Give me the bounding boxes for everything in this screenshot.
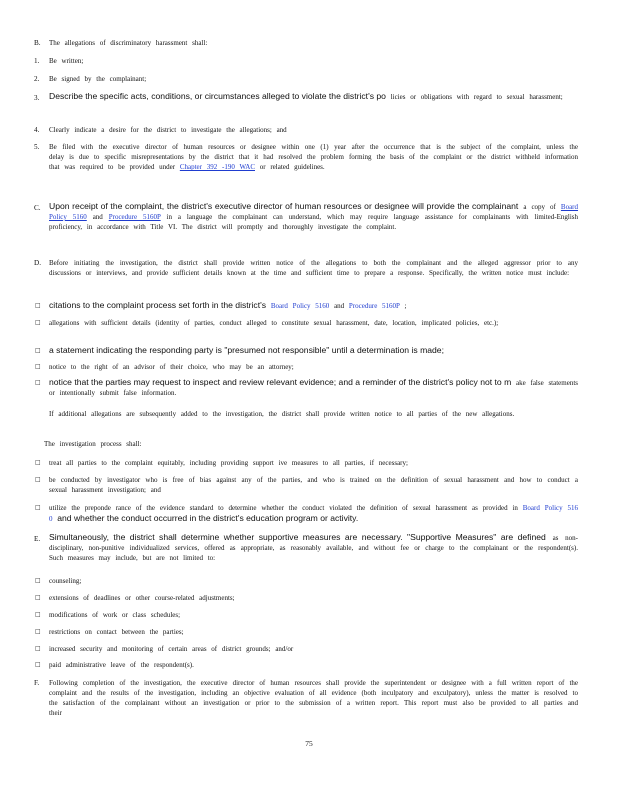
section-c-rest: in a language the complainant can understand, which may require language assistance for complainants with limited-English proficiency, in accordance with Title VI. The district will promptly and thoroughly investigate the complaint. [49, 213, 578, 231]
square-bullet-icon: □ [35, 645, 41, 652]
item-number: 1. [34, 57, 40, 65]
item-text [49, 503, 578, 524]
item-text-bold: a statement indicating the responding party is "presumed not responsible" until a determination is made; [49, 345, 444, 355]
item-text: modifications of work or class schedules; [49, 611, 181, 619]
procedure-link[interactable]: Procedure 5160P [348, 302, 400, 310]
square-bullet-icon: □ [35, 504, 41, 511]
section-d-text: Before initiating the investigation, the district shall provide written notice of the allegations to both the complainant and the alleged aggressor prior to any discussions or interviews, and provide sufficient details known at the time and sufficient time to prepare a response. Specifically, the written notice must include: [49, 259, 578, 277]
item-text [49, 142, 578, 172]
board-policy-link[interactable]: Board Policy 516 0 [49, 504, 579, 523]
item-text: extensions of deadlines or other course-related adjustments; [49, 594, 235, 602]
item-text: allegations with sufficient details (identity of parties, conduct alleged to constitute sexual harassment, date, location, implicated policies, etc.); [49, 319, 499, 327]
item-text: Clearly indicate a desire for the district to investigate the allegations; and [49, 126, 287, 134]
item-text: increased security and monitoring of certain areas of district grounds; and/or [49, 645, 294, 653]
square-bullet-icon: □ [35, 594, 41, 601]
section-heading: The allegations of discriminatory harassment shall: [49, 39, 208, 47]
section-e-text [49, 532, 578, 563]
wac-chapter-link[interactable]: Chapter 392 -190 WAC [179, 163, 255, 171]
square-bullet-icon: □ [35, 379, 41, 386]
item-text: Be signed by the complainant; [49, 75, 147, 83]
item-text [49, 377, 578, 398]
item-text: be conducted by investigator who is free of bias against any of the parties, and who is trained on the definition of sexual harassment and how to conduct a sexual harassment investigation; and [49, 476, 578, 494]
section-e-lead: Simultaneously, the district shall determine whether supportive measures are necessary. "Supportive Measures" are defined [49, 532, 546, 542]
investigation-heading: The investigation process shall: [44, 440, 142, 448]
square-bullet-icon: □ [35, 459, 41, 466]
section-e-rest: as non-disciplinary, non-punitive individualized services, offered as appropriate, as reasonably available, and without fee or charge to the complainant or the respondent(s). Such measures may include, but are not limited to: [49, 534, 579, 562]
square-bullet-icon: □ [35, 611, 41, 618]
square-bullet-icon: □ [35, 661, 41, 668]
item-text-tail: or related guidelines. [259, 163, 325, 171]
procedure-link[interactable]: Procedure 5160P [108, 213, 161, 221]
item-text: counseling; [49, 577, 82, 585]
item-end: ; [404, 302, 407, 310]
item-text-rest: licies or obligations with regard to sexual harassment; [390, 93, 563, 101]
item-text: paid administrative leave of the respondent(s). [49, 661, 194, 669]
item-number: 3. [34, 94, 40, 102]
square-bullet-icon: □ [35, 363, 41, 370]
square-bullet-icon: □ [35, 577, 41, 584]
item-text [49, 300, 578, 311]
page-number: 75 [305, 739, 313, 748]
item-number: 5. [34, 143, 40, 151]
item-text-body: Be filed with the executive director of human resources or designee within one (1) year after the occurrence that is the subject of the complaint, unless the delay is due to specific misrepresentations by the district that it had resolved the problem forming the basis of the complaint or the district withheld information that was required to be provided under [49, 143, 578, 171]
section-c-lead: Upon receipt of the complaint, the district's executive director of human resources or designee will provide the complainant [49, 201, 519, 211]
section-c-text [49, 201, 578, 232]
item-text-rest: ake false statements or intentionally submit false information. [49, 379, 579, 397]
board-policy-link[interactable]: Board Policy 5160 [49, 203, 579, 221]
paragraph-text: If additional allegations are subsequently added to the investigation, the district shall provide written notice to all parties of the new allegations. [49, 410, 515, 418]
section-f-text: Following completion of the investigation, the executive director of human resources shall provide the superintendent or designee with a full written report of the complaint and the results of the investigation, including an objective evaluation of all evidence (both inculpatory and exculpatory), unless the matter is resolved to the satisfaction of the complainant without an investigation or prior to the submission of a written report. This report must also be provided to all parties and their [49, 679, 578, 717]
section-label: F. [34, 679, 40, 687]
item-text: Be written; [49, 57, 84, 65]
item-text [49, 91, 578, 102]
item-text: notice to the right of an advisor of their choice, who may be an attorney; [49, 363, 294, 371]
item-text-bold: Describe the specific acts, conditions, or circumstances alleged to violate the district's po [49, 91, 386, 101]
section-label: B. [34, 39, 41, 47]
square-bullet-icon: □ [35, 319, 41, 326]
item-number: 2. [34, 75, 40, 83]
square-bullet-icon: □ [35, 628, 41, 635]
item-number: 4. [34, 126, 40, 134]
square-bullet-icon: □ [35, 302, 41, 309]
item-text-bold: notice that the parties may request to inspect and review relevant evidence; and a reminder of the district's policy not to m [49, 377, 512, 387]
item-text: restrictions on contact between the parties; [49, 628, 184, 636]
item-text-body: utilize the preponde rance of the evidence standard to determine whether the conduct violated the definition of sexual harassment as provided in [49, 504, 518, 512]
and-text: and [92, 213, 103, 221]
section-label: C. [34, 204, 41, 212]
and-text: and [334, 302, 345, 310]
section-label: E. [34, 535, 41, 543]
square-bullet-icon: □ [35, 347, 41, 354]
item-text-bold: and whether the conduct occurred in the district's education program or activity. [57, 513, 359, 523]
item-text-bold: citations to the complaint process set forth in the district's [49, 300, 267, 310]
section-label: D. [34, 259, 41, 267]
square-bullet-icon: □ [35, 476, 41, 483]
section-c-pre: a copy of [523, 203, 556, 211]
item-text: treat all parties to the complaint equitably, including providing support ive measures to all parties, if necessary; [49, 459, 408, 467]
board-policy-link[interactable]: Board Policy 5160 [270, 302, 330, 310]
